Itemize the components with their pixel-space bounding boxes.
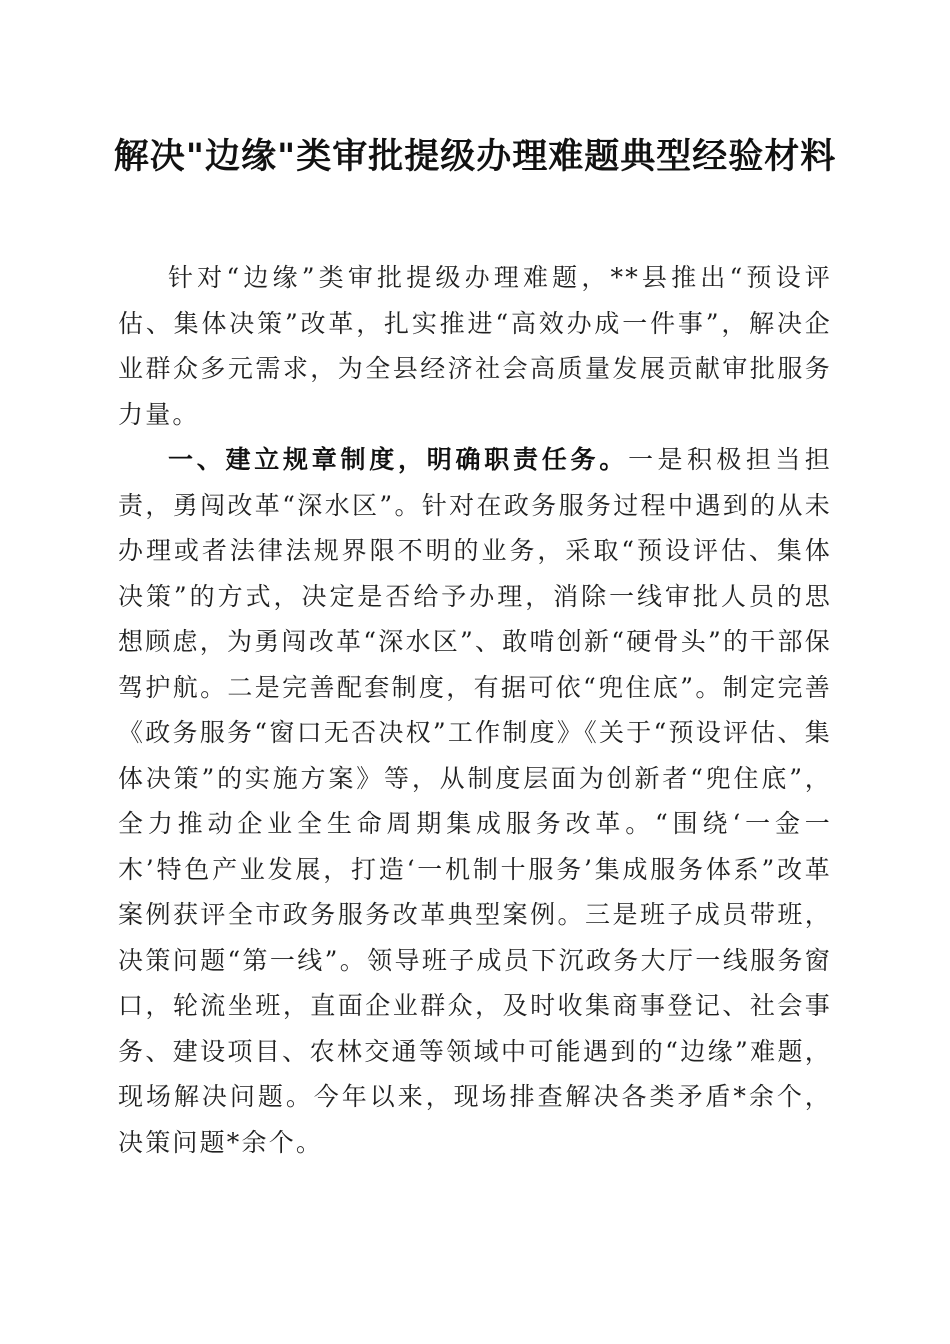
document-title: 解决"边缘"类审批提级办理难题典型经验材料 <box>113 137 837 177</box>
document-body <box>118 255 832 1165</box>
section-1-paragraph <box>118 437 832 1165</box>
intro-paragraph: 针对“边缘”类审批提级办理难题，**县推出“预设评估、集体决策”改革，扎实推进“高效办成一件事”，解决企业群众多元需求，为全县经济社会高质量发展贡献审批服务力量。 <box>118 263 832 429</box>
section-1-text: 一是积极担当担责，勇闯改革“深水区”。针对在政务服务过程中遇到的从未办理或者法律法规界限不明的业务，采取“预设评估、集体决策”的方式，决定是否给予办理，消除一线审批人员的思想顾虑，为勇闯改革“深水区”、敢啃创新“硬骨头”的干部保驾护航。二是完善配套制度，有据可依“兜住底”。制定完善《政务服务“窗口无否决权”工作制度》《关于“预设评估、集体决策”的实施方案》等，从制度层面为创新者“兜住底”，全力推动企业全生命周期集成服务改革。“围绕‘一金一木’特色产业发展，打造‘一机制十服务’集成服务体系”改革案例获评全市政务服务改革典型案例。三是班子成员带班，决策问题“第一线”。领导班子成员下沉政务大厅一线服务窗口，轮流坐班，直面企业群众，及时收集商事登记、社会事务、建设项目、农林交通等领域中可能遇到的“边缘”难题，现场解决问题。今年以来，现场排查解决各类矛盾*余个，决策问题*余个。 <box>118 445 832 1157</box>
section-1-heading: 一、建立规章制度，明确职责任务。 <box>168 445 629 474</box>
